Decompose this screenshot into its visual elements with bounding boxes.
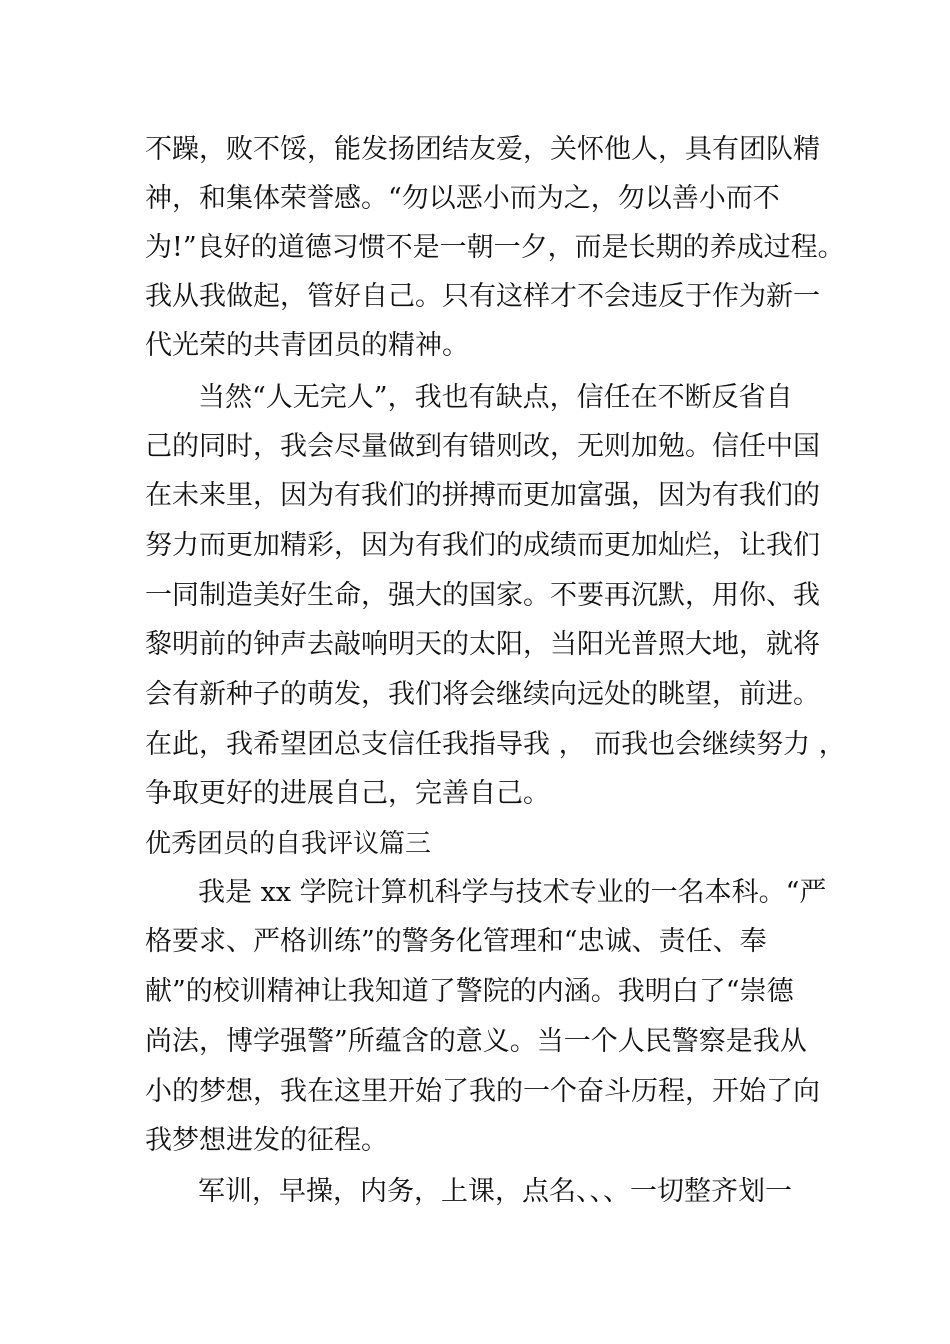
paragraph-line: 在此，我希望团总支信任我指导我 ， 而我也会继续努力 ， bbox=[145, 729, 846, 760]
paragraph-line: 我从我做起，管好自己。只有这样才不会违反于作为新一 bbox=[145, 281, 820, 312]
paragraph-line: 争取更好的进展自己，完善自己。 bbox=[145, 778, 550, 809]
paragraph-line: 一同制造美好生命，强大的国家。不要再沉默，用你、我 bbox=[145, 580, 820, 611]
paragraph-line: 尚法，博学强警”所蕴含的意义。当一个人民警察是我从 bbox=[145, 1026, 807, 1057]
paragraph-line: 黎明前的钟声去敲响明天的太阳，当阳光普照大地，就将 bbox=[145, 629, 820, 660]
paragraph-line: 军训，早操，内务，上课，点名、、、一切整齐划一 bbox=[198, 1176, 792, 1207]
paragraph-line: 神，和集体荣誉感。“勿以恶小而为之，勿以善小而不 bbox=[145, 183, 780, 214]
paragraph-line: 在未来里，因为有我们的拼搏而更加富强，因为有我们的 bbox=[145, 480, 820, 511]
paragraph-line: 格要求、严格训练”的警务化管理和“忠诚、责任、奉 bbox=[145, 926, 767, 957]
paragraph-line: 我是 xx 学院计算机科学与技术专业的一名本科。“严 bbox=[198, 877, 827, 908]
paragraph-line: 己的同时，我会尽量做到有错则改，无则加勉。信任中国 bbox=[145, 431, 820, 462]
paragraph-line: 努力而更加精彩，因为有我们的成绩而更加灿烂，让我们 bbox=[145, 530, 820, 561]
paragraph-line: 当然“人无完人”，我也有缺点，信任在不断反省自 bbox=[198, 382, 793, 413]
paragraph-line: 为!”良好的道德习惯不是一朝一夕，而是长期的养成过程。 bbox=[145, 232, 845, 263]
paragraph-line: 我梦想进发的征程。 bbox=[145, 1125, 388, 1156]
paragraph-line: 不躁，败不馁，能发扬团结友爱，关怀他人，具有团队精 bbox=[145, 134, 820, 165]
section-heading: 优秀团员的自我评议篇三 bbox=[145, 829, 432, 859]
paragraph-line: 会有新种子的萌发，我们将会继续向远处的眺望，前进。 bbox=[145, 679, 820, 710]
paragraph-line: 献”的校训精神让我知道了警院的内涵。我明白了“崇德 bbox=[145, 976, 794, 1007]
paragraph-line: 代光荣的共青团员的精神。 bbox=[145, 330, 469, 361]
paragraph-line: 小的梦想，我在这里开始了我的一个奋斗历程，开始了向 bbox=[145, 1076, 820, 1107]
